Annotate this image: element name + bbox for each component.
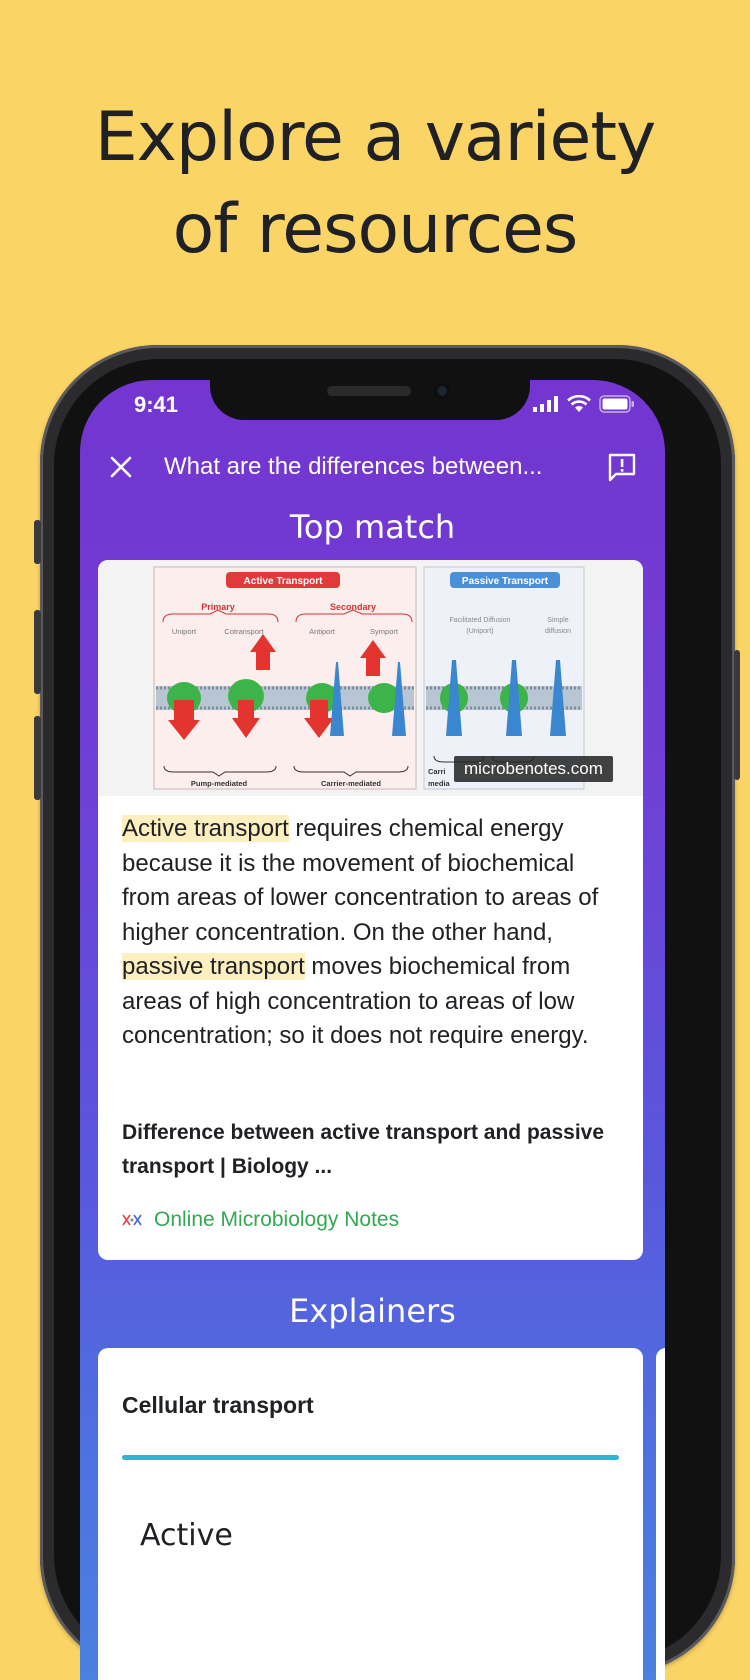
facilitated-diffusion-label: Facilitated Diffusion <box>449 617 511 624</box>
explainer-card-title: Cellular transport <box>122 1392 314 1418</box>
mute-switch <box>34 520 41 564</box>
explainer-card[interactable] <box>98 1348 643 1680</box>
top-match-heading: Top match <box>289 508 456 546</box>
close-button[interactable] <box>106 452 136 482</box>
top-match-card[interactable] <box>98 560 643 1260</box>
phone-screen <box>80 380 665 1680</box>
next-explainer-card[interactable] <box>656 1348 665 1680</box>
carrier-mediated-label: Carrier-mediated <box>320 779 382 788</box>
power-button <box>734 650 740 780</box>
search-top-bar <box>80 442 665 492</box>
secondary-label: Secondary <box>329 602 377 612</box>
primary-label: Primary <box>201 602 235 612</box>
carrier-partial-label: Carri <box>428 767 446 776</box>
result-source-name: Online Microbiology Notes <box>154 1208 400 1231</box>
image-source-chip[interactable]: microbenotes.com <box>454 756 613 782</box>
highlight-active-transport: Active transport <box>122 815 289 842</box>
simple-diffusion-sub-label: diffusion <box>545 628 571 635</box>
passive-transport-label: Passive Transport <box>461 576 549 587</box>
speaker-grille <box>327 386 411 396</box>
answer-text <box>122 812 627 1054</box>
microbe-logo-icon <box>122 1213 144 1227</box>
volume-down-button <box>34 716 41 800</box>
wifi-icon <box>567 395 591 413</box>
active-transport-label: Active Transport <box>243 576 323 587</box>
result-source[interactable] <box>122 1205 399 1235</box>
close-icon <box>106 452 136 482</box>
explainer-accent-bar <box>122 1455 619 1460</box>
battery-icon <box>599 395 635 413</box>
feedback-button[interactable] <box>605 450 639 484</box>
headline-line-1: Explore a variety <box>94 98 656 177</box>
simple-diffusion-label: Simple <box>547 617 569 624</box>
search-query[interactable]: What are the differences between... <box>164 453 543 480</box>
symport-label: Symport <box>370 627 398 636</box>
uniport-label: Uniport <box>171 627 197 636</box>
result-title-link[interactable]: Difference between active transport and passive transport | Biology ... <box>122 1121 605 1178</box>
highlight-passive-transport: passive transport <box>122 953 305 980</box>
headline-line-2: of resources <box>172 190 578 269</box>
answer-part-2: moves biochemical from areas of high concentration to areas of low concentration; so it does not require energy. <box>122 953 589 1049</box>
status-icons <box>533 394 635 414</box>
status-time: 9:41 <box>134 392 179 417</box>
result-image[interactable] <box>98 560 643 796</box>
mediated-partial-label: media <box>428 779 450 788</box>
pump-mediated-label: Pump-mediated <box>190 779 248 788</box>
explainer-card-heading: Active <box>140 1518 233 1553</box>
signal-icon <box>533 396 559 412</box>
feedback-icon <box>605 450 639 484</box>
cotransport-label: Cotransport <box>224 627 264 636</box>
antiport-label: Antiport <box>309 627 335 636</box>
volume-up-button <box>34 610 41 694</box>
answer-part-1: requires chemical energy because it is the movement of biochemical from areas of lower concentration to areas of higher concentration. On the other hand, <box>122 815 599 946</box>
facilitated-diffusion-sub-label: (Uniport) <box>466 628 494 635</box>
explainers-heading: Explainers <box>289 1292 456 1330</box>
front-camera <box>434 383 450 399</box>
headline <box>0 92 750 276</box>
notch <box>210 380 530 420</box>
